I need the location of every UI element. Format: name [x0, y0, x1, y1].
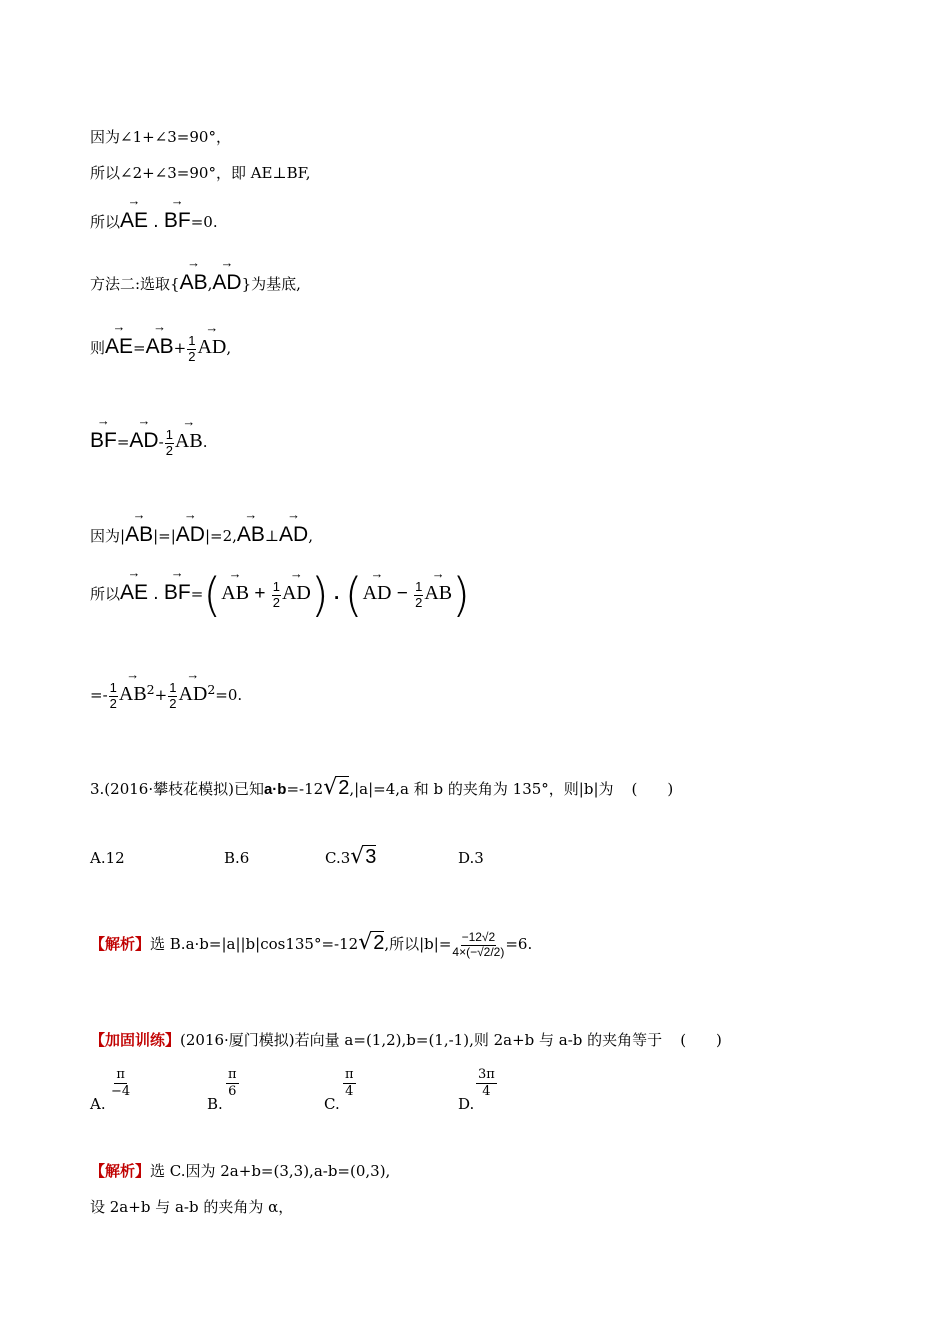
right-paren: ) — [452, 568, 471, 622]
vector-ab: → AB — [237, 514, 265, 545]
answer-3 — [90, 930, 532, 959]
vector-ad: → AD — [282, 573, 311, 603]
text-line-1: 因为∠1+∠3=90°， — [90, 128, 231, 146]
equals: = — [190, 585, 204, 603]
exponent: 2 — [146, 682, 155, 697]
option-a-fraction — [111, 1067, 130, 1099]
prefix: 则 — [90, 339, 106, 357]
text-line-5 — [90, 326, 231, 364]
vector-ae: → AE — [120, 572, 148, 603]
option-d-label: D. — [458, 1095, 475, 1113]
equals: = — [116, 433, 130, 451]
radicand: 2 — [338, 777, 350, 799]
suffix: =0. — [215, 686, 243, 704]
vector-ab: → AB — [424, 573, 452, 603]
vector-ab: → AB — [146, 326, 174, 357]
denominator: 2 — [188, 348, 196, 364]
plus: + — [249, 583, 271, 604]
numerator: 1 — [109, 680, 117, 696]
vector-ad: → AD — [178, 674, 207, 704]
numerator: 1 — [169, 680, 177, 696]
option-b: B.6 — [224, 849, 250, 867]
dot: . — [148, 211, 164, 232]
vector-ae: → AE — [105, 326, 133, 357]
minus: - — [158, 433, 164, 451]
analysis-tag: 【解析】 — [90, 1163, 151, 1180]
equals-value: =-12 — [286, 780, 324, 798]
question-3 — [90, 775, 673, 800]
vector-ad: → AD — [176, 514, 205, 545]
vector-ab: → AB — [125, 514, 153, 545]
text-line-9 — [90, 674, 242, 711]
answer-blank: ( ) — [680, 1031, 722, 1049]
option-b-label: B. — [207, 1095, 223, 1113]
vector-ae: → AE — [120, 200, 148, 231]
question-stem-rest: ,|a|=4,a 和 b 的夹角为 135°，则|b|为 — [349, 780, 614, 798]
suffix: . — [202, 433, 208, 451]
radicand: 3 — [365, 846, 377, 868]
dot: . — [328, 583, 345, 604]
numerator: 3π — [478, 1067, 495, 1082]
prefix: 所以 — [90, 585, 121, 603]
denominator: 2 — [272, 594, 280, 610]
plus: + — [154, 686, 168, 704]
answer-4-line-2: 设 2a+b 与 a-b 的夹角为 α， — [90, 1198, 294, 1216]
denominator: 6 — [228, 1083, 237, 1099]
option-c-fraction — [343, 1067, 356, 1099]
numerator: 1 — [272, 579, 280, 595]
sqrt-icon: √ — [358, 930, 373, 955]
equals: = — [133, 339, 146, 357]
vector-ad: → AD — [129, 420, 158, 451]
plus: + — [173, 339, 187, 357]
vector-ab: → AB — [221, 573, 249, 603]
fraction-half — [168, 681, 177, 711]
denominator: 2 — [169, 695, 177, 711]
denominator: 4 — [345, 1083, 354, 1099]
text-line-2: 所以∠2+∠3=90°，即 AE⊥BF, — [90, 164, 311, 182]
analysis-mid: ,所以|b|= — [384, 935, 452, 953]
question-stem: (2016·厦门模拟)若向量 a=(1,2),b=(1,-1),则 2a+b 与 a-b 的夹角等于 — [180, 1031, 663, 1049]
text-line-8 — [90, 568, 470, 622]
text-line-6 — [90, 420, 208, 458]
question-stem: 3.(2016·攀枝花模拟)已知 — [90, 780, 264, 798]
comma: , — [207, 275, 213, 293]
analysis-text: 选 C.因为 2a+b=(3,3),a-b=(0,3), — [150, 1162, 391, 1180]
suffix: , — [226, 339, 232, 357]
fraction-half — [272, 580, 281, 610]
denominator: −4 — [111, 1083, 131, 1099]
option-c-label: C.3 — [325, 849, 351, 867]
prefix: 因为| — [90, 527, 126, 545]
option-d: D.3 — [458, 849, 484, 867]
option-c-label: C. — [324, 1095, 340, 1113]
dot-product: a·b — [263, 781, 287, 798]
fraction-half — [414, 580, 423, 610]
vector-ad: → AD — [279, 514, 308, 545]
reinforcement-tag: 【加固训练】 — [90, 1032, 181, 1049]
perp-symbol: ⊥ — [264, 527, 280, 545]
fraction-half — [165, 428, 174, 458]
left-paren: ( — [344, 568, 363, 622]
numerator: 1 — [188, 333, 196, 349]
answer-4-line-1 — [90, 1160, 390, 1181]
separator: |=2, — [204, 527, 237, 545]
sqrt-icon: √ — [323, 775, 338, 800]
dot: . — [148, 583, 164, 604]
numerator: π — [228, 1067, 237, 1082]
vector-bf: → BF — [164, 200, 191, 231]
denominator: 2 — [415, 594, 423, 610]
analysis-tag: 【解析】 — [90, 936, 151, 953]
fraction-half — [187, 334, 196, 364]
left-paren: ( — [203, 568, 222, 622]
option-a-label: A. — [90, 1095, 106, 1113]
sqrt-icon: √ — [350, 844, 365, 869]
exponent: 2 — [207, 682, 216, 697]
suffix: , — [308, 527, 313, 545]
analysis-text: 选 B.a·b=|a||b|cos135°=-12 — [150, 935, 359, 953]
text-line-3 — [90, 200, 218, 233]
numerator: 1 — [165, 427, 173, 443]
text-line-4 — [90, 262, 301, 294]
option-a: A.12 — [90, 849, 125, 867]
prefix: 所以 — [90, 213, 121, 231]
vector-ad: → AD — [212, 262, 241, 293]
numerator: −12√2 — [461, 930, 496, 945]
denominator: 2 — [109, 695, 117, 711]
suffix: =0. — [190, 213, 218, 231]
denominator: 4×(−√2/2) — [452, 944, 505, 959]
vector-ab: → AB — [180, 262, 208, 293]
vector-ab: → AB — [175, 421, 203, 451]
option-c — [325, 844, 376, 869]
numerator: π — [116, 1067, 125, 1082]
separator: |=| — [153, 527, 176, 545]
vector-ab: → AB — [119, 674, 147, 704]
prefix: 方法二:选取{ — [90, 275, 180, 293]
vector-ad: → AD — [363, 573, 392, 603]
analysis-end: =6. — [505, 935, 533, 953]
right-paren: ) — [310, 568, 329, 622]
option-b-fraction — [226, 1067, 239, 1099]
radicand: 2 — [373, 932, 385, 954]
fraction-half — [109, 681, 118, 711]
vector-bf: → BF — [164, 572, 191, 603]
option-d-fraction — [476, 1067, 497, 1099]
numerator: 1 — [415, 579, 423, 595]
denominator: 4 — [482, 1083, 491, 1099]
denominator: 2 — [165, 442, 173, 458]
minus: − — [391, 583, 414, 604]
question-4 — [90, 1029, 722, 1050]
answer-blank: ( ) — [631, 780, 674, 798]
vector-ad: → AD — [197, 327, 226, 357]
vector-bf: → BF — [90, 420, 117, 451]
suffix: }为基底, — [241, 275, 301, 293]
text-line-7 — [90, 514, 313, 546]
fraction-b — [452, 931, 504, 958]
prefix: =- — [90, 686, 108, 704]
numerator: π — [345, 1067, 354, 1082]
